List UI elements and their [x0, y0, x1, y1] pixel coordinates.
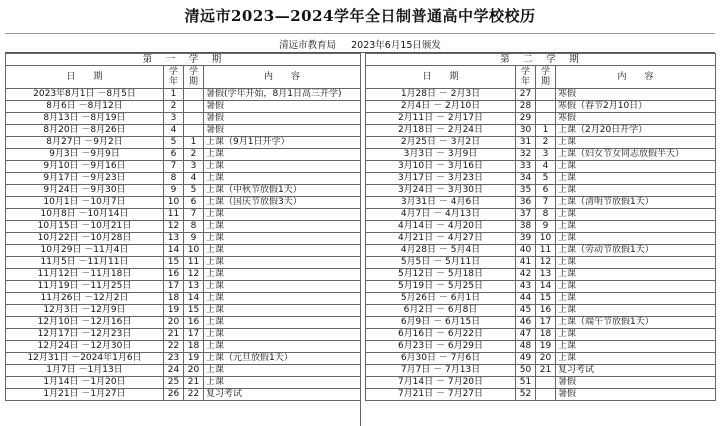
semester1-title: 第 一 学 期	[6, 54, 361, 66]
table-row	[6, 341, 361, 353]
row-content: 寒假	[556, 89, 716, 101]
row-school-week: 28	[516, 101, 536, 113]
row-content: 寒假	[556, 113, 716, 125]
row-school-week: 43	[516, 281, 536, 293]
row-school-week: 42	[516, 269, 536, 281]
row-content: 上课	[204, 161, 361, 173]
row-term-week	[536, 377, 556, 389]
col-school-week-header: 学 年	[516, 66, 536, 89]
row-content: 暑假(学年开始，8月1日高三开学)	[204, 89, 361, 101]
row-school-week: 44	[516, 293, 536, 305]
row-content: 复习考试	[556, 365, 716, 377]
table-row	[366, 257, 716, 269]
row-date: 12月31日 －2024年1月6日	[6, 353, 164, 365]
row-school-week: 23	[164, 353, 184, 365]
row-content: 上课	[556, 209, 716, 221]
row-date: 1月14日 －1月20日	[6, 377, 164, 389]
row-term-week: 13	[536, 269, 556, 281]
row-date: 10月29日 －11月4日	[6, 245, 164, 257]
row-school-week: 6	[164, 149, 184, 161]
table-row	[6, 113, 361, 125]
row-school-week: 14	[164, 245, 184, 257]
row-term-week: 1	[184, 137, 204, 149]
row-content: 上课	[204, 149, 361, 161]
row-content: 上课（劳动节放假1天）	[556, 245, 716, 257]
row-content: 上课	[556, 305, 716, 317]
col-date-header: 日 期	[6, 66, 164, 89]
row-term-week: 20	[184, 365, 204, 377]
row-content: 上课（端午节放假1天）	[556, 317, 716, 329]
row-date: 9月17日 －9月23日	[6, 173, 164, 185]
row-date: 12月24日 －12月30日	[6, 341, 164, 353]
table-row	[366, 341, 716, 353]
row-content: 上课（元旦放假1天）	[204, 353, 361, 365]
row-term-week: 2	[184, 149, 204, 161]
table-row	[366, 389, 716, 401]
semester2-table	[365, 53, 716, 401]
row-school-week: 37	[516, 209, 536, 221]
table-row	[366, 329, 716, 341]
row-content: 上课	[556, 185, 716, 197]
table-row	[6, 197, 361, 209]
row-term-week: 6	[536, 185, 556, 197]
col-term-week-header: 学 期	[184, 66, 204, 89]
row-content: 上课	[556, 257, 716, 269]
table-row	[6, 125, 361, 137]
row-term-week: 15	[184, 305, 204, 317]
row-date: 6月23日 － 6月29日	[366, 341, 516, 353]
row-term-week	[184, 125, 204, 137]
row-date: 2月25日 － 3月2日	[366, 137, 516, 149]
semester1-panel	[5, 53, 360, 401]
row-date: 2月4日 － 2月10日	[366, 101, 516, 113]
row-term-week: 19	[536, 341, 556, 353]
row-date: 8月13日 －8月19日	[6, 113, 164, 125]
row-school-week: 27	[516, 89, 536, 101]
row-school-week: 34	[516, 173, 536, 185]
row-term-week: 13	[184, 281, 204, 293]
row-term-week: 9	[536, 221, 556, 233]
row-date: 10月15日 －10月21日	[6, 221, 164, 233]
row-school-week: 16	[164, 269, 184, 281]
row-term-week: 2	[536, 137, 556, 149]
semester1-rows	[6, 89, 361, 401]
row-date: 10月8日 －10月14日	[6, 209, 164, 221]
row-date: 1月21日 －1月27日	[6, 389, 164, 401]
col-school-week-header: 学 年	[164, 66, 184, 89]
table-row	[366, 293, 716, 305]
row-date: 12月10日 －12月16日	[6, 317, 164, 329]
row-school-week: 31	[516, 137, 536, 149]
row-school-week: 46	[516, 317, 536, 329]
row-content: 寒假（春节2月10日）	[556, 101, 716, 113]
row-school-week: 39	[516, 233, 536, 245]
col-term-week-header: 学 期	[536, 66, 556, 89]
table-row	[6, 89, 361, 101]
row-date: 3月24日 － 3月30日	[366, 185, 516, 197]
row-date: 11月19日 －11月25日	[6, 281, 164, 293]
row-date: 6月30日 － 7月6日	[366, 353, 516, 365]
row-school-week: 15	[164, 257, 184, 269]
table-row	[6, 137, 361, 149]
row-content: 上课	[556, 293, 716, 305]
row-term-week	[184, 113, 204, 125]
table-row	[366, 125, 716, 137]
row-school-week: 7	[164, 161, 184, 173]
table-row	[366, 365, 716, 377]
table-row	[366, 305, 716, 317]
row-term-week: 8	[184, 221, 204, 233]
row-content: 上课	[204, 245, 361, 257]
table-row	[366, 281, 716, 293]
row-term-week: 14	[184, 293, 204, 305]
row-date: 4月28日 － 5月4日	[366, 245, 516, 257]
row-content: 上课（9月1日开学）	[204, 137, 361, 149]
table-row	[366, 269, 716, 281]
table-row	[366, 101, 716, 113]
row-content: 上课	[556, 353, 716, 365]
row-school-week: 18	[164, 293, 184, 305]
row-date: 4月14日 － 4月20日	[366, 221, 516, 233]
table-row	[366, 161, 716, 173]
row-date: 2月18日 － 2月24日	[366, 125, 516, 137]
row-date: 10月22日 －10月28日	[6, 233, 164, 245]
row-term-week	[184, 89, 204, 101]
table-row	[366, 137, 716, 149]
row-date: 11月12日 －11月18日	[6, 269, 164, 281]
row-school-week: 38	[516, 221, 536, 233]
row-school-week: 19	[164, 305, 184, 317]
table-row	[6, 353, 361, 365]
row-term-week: 9	[184, 233, 204, 245]
row-content: 上课	[204, 365, 361, 377]
row-content: 上课	[556, 233, 716, 245]
row-term-week: 14	[536, 281, 556, 293]
row-term-week	[536, 89, 556, 101]
calendar-title: 清远市2023—2024学年全日制普通高中学校校历	[184, 7, 536, 25]
row-term-week: 5	[536, 173, 556, 185]
table-row	[366, 89, 716, 101]
row-school-week: 48	[516, 341, 536, 353]
row-term-week: 4	[536, 161, 556, 173]
semester2-rows	[366, 89, 716, 401]
row-school-week: 21	[164, 329, 184, 341]
table-row	[6, 221, 361, 233]
table-row	[6, 305, 361, 317]
row-content: 上课（中秋节放假1天）	[204, 185, 361, 197]
row-term-week: 7	[536, 197, 556, 209]
row-content: 暑假	[204, 125, 361, 137]
row-date: 2023年8月1日 －8月5日	[6, 89, 164, 101]
table-row	[366, 197, 716, 209]
row-content: 上课	[556, 269, 716, 281]
row-content: 上课	[204, 317, 361, 329]
row-school-week: 47	[516, 329, 536, 341]
row-date: 7月7日 － 7月13日	[366, 365, 516, 377]
row-school-week: 52	[516, 389, 536, 401]
row-content: 上课	[204, 329, 361, 341]
row-content: 上课（2月20日开学）	[556, 125, 716, 137]
row-content: 上课	[204, 341, 361, 353]
table-row	[366, 173, 716, 185]
row-school-week: 13	[164, 233, 184, 245]
table-row	[6, 281, 361, 293]
row-content: 上课（妇女节女同志放假半天）	[556, 149, 716, 161]
title-divider	[5, 33, 715, 34]
table-row	[6, 185, 361, 197]
row-term-week: 5	[184, 185, 204, 197]
row-school-week: 12	[164, 221, 184, 233]
row-term-week: 10	[184, 245, 204, 257]
row-content: 上课	[204, 257, 361, 269]
row-content: 上课	[556, 341, 716, 353]
row-content: 上课	[204, 209, 361, 221]
table-row	[6, 149, 361, 161]
row-term-week: 17	[536, 317, 556, 329]
issuer-name: 清远市教育局	[279, 40, 337, 51]
row-school-week: 3	[164, 113, 184, 125]
table-row	[366, 149, 716, 161]
row-date: 3月3日 － 3月9日	[366, 149, 516, 161]
row-term-week: 18	[184, 341, 204, 353]
row-date: 1月28日 － 2月3日	[366, 89, 516, 101]
row-content: 上课	[204, 305, 361, 317]
row-school-week: 24	[164, 365, 184, 377]
row-date: 9月10日 －9月16日	[6, 161, 164, 173]
row-term-week: 11	[184, 257, 204, 269]
row-date: 8月20日 －8月26日	[6, 125, 164, 137]
row-term-week	[536, 101, 556, 113]
row-school-week: 29	[516, 113, 536, 125]
row-content: 复习考试	[204, 389, 361, 401]
row-date: 5月12日 － 5月18日	[366, 269, 516, 281]
table-row	[366, 113, 716, 125]
row-school-week: 35	[516, 185, 536, 197]
row-date: 10月1日 －10月7日	[6, 197, 164, 209]
row-term-week: 1	[536, 125, 556, 137]
row-content: 上课	[556, 281, 716, 293]
row-term-week: 8	[536, 209, 556, 221]
row-term-week: 4	[184, 173, 204, 185]
row-school-week: 33	[516, 161, 536, 173]
row-content: 上课	[556, 161, 716, 173]
row-date: 6月16日 － 6月22日	[366, 329, 516, 341]
issuer-line	[0, 37, 720, 51]
semester2-panel	[365, 53, 715, 401]
row-school-week: 26	[164, 389, 184, 401]
table-row	[6, 269, 361, 281]
row-content: 暑假	[204, 113, 361, 125]
row-content: 暑假	[556, 389, 716, 401]
row-term-week	[184, 101, 204, 113]
row-content: 暑假	[556, 377, 716, 389]
row-content: 上课	[204, 233, 361, 245]
row-date: 5月19日 － 5月25日	[366, 281, 516, 293]
table-row	[366, 245, 716, 257]
row-school-week: 41	[516, 257, 536, 269]
row-date: 7月14日 － 7月20日	[366, 377, 516, 389]
row-school-week: 32	[516, 149, 536, 161]
row-school-week: 22	[164, 341, 184, 353]
row-school-week: 4	[164, 125, 184, 137]
row-date: 5月26日 － 6月1日	[366, 293, 516, 305]
table-row	[6, 161, 361, 173]
row-date: 7月21日 － 7月27日	[366, 389, 516, 401]
row-date: 11月5日 －11月11日	[6, 257, 164, 269]
row-date: 4月7日 － 4月13日	[366, 209, 516, 221]
row-term-week: 21	[536, 365, 556, 377]
table-row	[6, 257, 361, 269]
table-row	[366, 233, 716, 245]
row-term-week: 11	[536, 245, 556, 257]
row-date: 4月21日 － 4月27日	[366, 233, 516, 245]
row-term-week: 15	[536, 293, 556, 305]
row-content: 暑假	[204, 101, 361, 113]
table-row	[366, 317, 716, 329]
row-term-week: 12	[536, 257, 556, 269]
row-date: 3月10日 － 3月16日	[366, 161, 516, 173]
row-school-week: 17	[164, 281, 184, 293]
row-content: 上课	[204, 221, 361, 233]
row-term-week	[536, 113, 556, 125]
table-row	[366, 209, 716, 221]
row-term-week: 21	[184, 377, 204, 389]
row-date: 11月26日 －12月2日	[6, 293, 164, 305]
table-row	[6, 245, 361, 257]
row-content: 上课	[204, 281, 361, 293]
row-date: 6月9日 － 6月15日	[366, 317, 516, 329]
row-term-week: 20	[536, 353, 556, 365]
row-date: 9月3日 －9月9日	[6, 149, 164, 161]
row-content: 上课（清明节放假1天）	[556, 197, 716, 209]
row-school-week: 11	[164, 209, 184, 221]
table-row	[6, 233, 361, 245]
row-school-week: 5	[164, 137, 184, 149]
row-term-week: 12	[184, 269, 204, 281]
table-row	[366, 185, 716, 197]
table-row	[6, 365, 361, 377]
row-school-week: 50	[516, 365, 536, 377]
table-row	[6, 317, 361, 329]
row-term-week: 18	[536, 329, 556, 341]
row-school-week: 40	[516, 245, 536, 257]
row-content: 上课	[556, 329, 716, 341]
row-term-week	[536, 389, 556, 401]
row-date: 8月6日 －8月12日	[6, 101, 164, 113]
row-school-week: 1	[164, 89, 184, 101]
table-row	[6, 293, 361, 305]
row-school-week: 49	[516, 353, 536, 365]
col-date-header: 日 期	[366, 66, 516, 89]
row-date: 12月3日 －12月9日	[6, 305, 164, 317]
semester1-table	[5, 53, 361, 401]
row-date: 6月2日 － 6月8日	[366, 305, 516, 317]
semester2-title: 第 二 学 期	[366, 54, 716, 66]
table-row	[6, 209, 361, 221]
col-content-header: 内 容	[556, 66, 716, 89]
row-school-week: 9	[164, 185, 184, 197]
row-term-week: 17	[184, 329, 204, 341]
row-term-week: 22	[184, 389, 204, 401]
row-term-week: 3	[184, 161, 204, 173]
row-content: 上课	[556, 137, 716, 149]
row-term-week: 6	[184, 197, 204, 209]
row-term-week: 10	[536, 233, 556, 245]
row-term-week: 7	[184, 209, 204, 221]
row-school-week: 45	[516, 305, 536, 317]
row-content: 上课	[556, 221, 716, 233]
row-content: 上课	[204, 173, 361, 185]
row-school-week: 20	[164, 317, 184, 329]
table-row	[6, 389, 361, 401]
table-row	[6, 101, 361, 113]
table-row	[6, 173, 361, 185]
row-school-week: 8	[164, 173, 184, 185]
row-school-week: 30	[516, 125, 536, 137]
row-school-week: 10	[164, 197, 184, 209]
table-row	[366, 221, 716, 233]
row-content: 上课	[556, 173, 716, 185]
row-date: 8月27日 －9月2日	[6, 137, 164, 149]
table-row	[366, 353, 716, 365]
table-row	[6, 377, 361, 389]
row-term-week: 16	[184, 317, 204, 329]
row-date: 9月24日 －9月30日	[6, 185, 164, 197]
row-term-week: 3	[536, 149, 556, 161]
table-row	[6, 329, 361, 341]
calendar-sheet	[5, 52, 715, 426]
row-term-week: 16	[536, 305, 556, 317]
row-date: 1月7日 －1月13日	[6, 365, 164, 377]
row-school-week: 2	[164, 101, 184, 113]
row-date: 5月5日 － 5月11日	[366, 257, 516, 269]
table-row	[366, 377, 716, 389]
row-date: 12月17日 －12月23日	[6, 329, 164, 341]
row-term-week: 19	[184, 353, 204, 365]
row-school-week: 51	[516, 377, 536, 389]
row-content: 上课	[204, 269, 361, 281]
row-date: 3月31日 － 4月6日	[366, 197, 516, 209]
row-date: 3月17日 － 3月23日	[366, 173, 516, 185]
row-content: 上课	[204, 293, 361, 305]
row-content: 上课	[204, 377, 361, 389]
row-content: 上课（国庆节放假3天）	[204, 197, 361, 209]
row-school-week: 25	[164, 377, 184, 389]
row-school-week: 36	[516, 197, 536, 209]
col-content-header: 内 容	[204, 66, 361, 89]
issue-date: 2023年6月15日颁发	[351, 40, 441, 51]
row-date: 2月11日 － 2月17日	[366, 113, 516, 125]
